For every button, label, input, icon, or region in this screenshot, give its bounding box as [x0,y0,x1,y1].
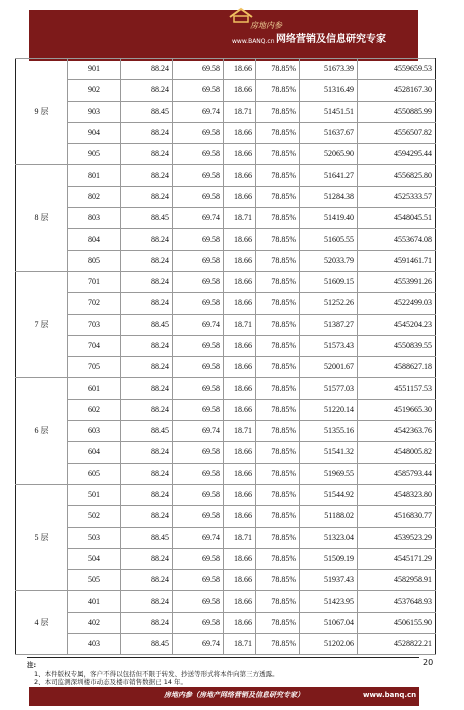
table-row [16,421,436,442]
value-cell: 78.85% [256,506,300,527]
value-cell: 51541.32 [300,442,358,463]
value-cell: 88.24 [121,229,173,250]
value-cell: 18.66 [224,591,256,612]
value-cell: 78.85% [256,357,300,378]
table-row [16,101,436,122]
floor-label: 9 层 [16,59,68,165]
value-cell: 51067.04 [300,612,358,633]
value-cell: 18.71 [224,208,256,229]
table-row [16,250,436,271]
room-number-cell: 403 [68,634,121,655]
value-cell: 88.45 [121,314,173,335]
value-cell: 4528822.21 [358,634,436,655]
value-cell: 78.85% [256,570,300,591]
value-cell: 4545204.23 [358,314,436,335]
table-row [16,399,436,420]
value-cell: 78.85% [256,612,300,633]
table-row [16,186,436,207]
value-cell: 4556507.82 [358,122,436,143]
value-cell: 18.66 [224,506,256,527]
table-row [16,378,436,399]
value-cell: 18.66 [224,484,256,505]
notes-block [27,657,419,689]
value-cell: 4522499.03 [358,293,436,314]
value-cell: 69.58 [173,293,224,314]
value-cell: 69.58 [173,59,224,80]
value-cell: 78.85% [256,399,300,420]
value-cell: 4537648.93 [358,591,436,612]
table-row [16,357,436,378]
value-cell: 78.85% [256,80,300,101]
table-row [16,634,436,655]
room-number-cell: 802 [68,186,121,207]
floor-label: 6 层 [16,378,68,484]
value-cell: 88.45 [121,421,173,442]
value-cell: 18.66 [224,293,256,314]
footer-text: 房地内参（房地产网络营销及信息研究专家） [164,690,304,699]
room-number-cell: 504 [68,548,121,569]
value-cell: 78.85% [256,527,300,548]
value-cell: 51637.67 [300,122,358,143]
logo-url: www.BANQ.cn [232,38,275,45]
value-cell: 69.58 [173,612,224,633]
value-cell: 78.85% [256,591,300,612]
table-row [16,122,436,143]
value-cell: 88.24 [121,399,173,420]
value-cell: 88.24 [121,591,173,612]
value-cell: 78.85% [256,186,300,207]
floor-label: 4 层 [16,591,68,655]
table-row [16,506,436,527]
value-cell: 4539523.29 [358,527,436,548]
value-cell: 88.24 [121,59,173,80]
room-number-cell: 604 [68,442,121,463]
value-cell: 88.24 [121,271,173,292]
value-cell: 4585793.44 [358,463,436,484]
value-cell: 51969.55 [300,463,358,484]
value-cell: 18.71 [224,527,256,548]
value-cell: 78.85% [256,335,300,356]
value-cell: 69.58 [173,442,224,463]
value-cell: 4542363.76 [358,421,436,442]
table-row [16,570,436,591]
value-cell: 88.24 [121,442,173,463]
value-cell: 18.71 [224,421,256,442]
value-cell: 51609.15 [300,271,358,292]
table-row [16,463,436,484]
value-cell: 18.66 [224,548,256,569]
floor-label: 8 层 [16,165,68,271]
value-cell: 51673.39 [300,59,358,80]
value-cell: 69.58 [173,229,224,250]
value-cell: 18.66 [224,271,256,292]
table-row [16,591,436,612]
value-cell: 51284.38 [300,186,358,207]
value-cell: 4525333.57 [358,186,436,207]
table-row [16,165,436,186]
table-row [16,612,436,633]
value-cell: 18.66 [224,165,256,186]
room-number-cell: 705 [68,357,121,378]
value-cell: 78.85% [256,421,300,442]
floor-label: 5 层 [16,484,68,590]
value-cell: 78.85% [256,271,300,292]
room-number-cell: 905 [68,144,121,165]
value-cell: 18.66 [224,122,256,143]
value-cell: 52001.67 [300,357,358,378]
logo-text: 房地内参 [250,21,282,30]
value-cell: 88.24 [121,548,173,569]
value-cell: 52033.79 [300,250,358,271]
value-cell: 69.58 [173,591,224,612]
value-cell: 78.85% [256,165,300,186]
value-cell: 4588627.18 [358,357,436,378]
room-number-cell: 603 [68,421,121,442]
value-cell: 88.24 [121,80,173,101]
value-cell: 4556825.80 [358,165,436,186]
value-cell: 69.58 [173,165,224,186]
value-cell: 69.74 [173,208,224,229]
value-cell: 51451.51 [300,101,358,122]
value-cell: 88.24 [121,335,173,356]
page-number: 20 [423,658,434,667]
value-cell: 88.24 [121,378,173,399]
value-cell: 4559659.53 [358,59,436,80]
value-cell: 18.66 [224,335,256,356]
value-cell: 88.24 [121,357,173,378]
table-row [16,314,436,335]
value-cell: 51509.19 [300,548,358,569]
value-cell: 78.85% [256,122,300,143]
value-cell: 69.58 [173,186,224,207]
value-cell: 69.58 [173,378,224,399]
value-cell: 52065.90 [300,144,358,165]
value-cell: 88.24 [121,144,173,165]
table-row [16,548,436,569]
value-cell: 78.85% [256,144,300,165]
value-cell: 4528167.30 [358,80,436,101]
room-number-cell: 804 [68,229,121,250]
note-line-1: 1、本件版权专属，客户不得以包括但不限于转发、抄送等形式将本件向第三方透露。 [34,670,279,678]
value-cell: 18.71 [224,314,256,335]
room-number-cell: 702 [68,293,121,314]
value-cell: 78.85% [256,548,300,569]
value-cell: 88.24 [121,293,173,314]
value-cell: 88.24 [121,506,173,527]
value-cell: 88.24 [121,463,173,484]
value-cell: 88.24 [121,484,173,505]
value-cell: 51573.43 [300,335,358,356]
value-cell: 69.74 [173,101,224,122]
value-cell: 88.24 [121,250,173,271]
value-cell: 88.24 [121,186,173,207]
room-number-cell: 401 [68,591,121,612]
value-cell: 78.85% [256,463,300,484]
room-number-cell: 801 [68,165,121,186]
value-cell: 69.58 [173,335,224,356]
room-number-cell: 704 [68,335,121,356]
value-cell: 4591461.71 [358,250,436,271]
value-cell: 4553991.26 [358,271,436,292]
value-cell: 78.85% [256,59,300,80]
value-cell: 4548005.82 [358,442,436,463]
value-cell: 4551157.53 [358,378,436,399]
value-cell: 78.85% [256,250,300,271]
value-cell: 78.85% [256,293,300,314]
value-cell: 69.58 [173,570,224,591]
value-cell: 18.66 [224,463,256,484]
table-row [16,484,436,505]
value-cell: 69.58 [173,271,224,292]
value-cell: 78.85% [256,378,300,399]
value-cell: 88.45 [121,527,173,548]
room-number-cell: 501 [68,484,121,505]
value-cell: 51355.16 [300,421,358,442]
value-cell: 4506155.90 [358,612,436,633]
floor-label: 7 层 [16,271,68,377]
value-cell: 18.66 [224,59,256,80]
value-cell: 69.74 [173,314,224,335]
value-cell: 18.66 [224,442,256,463]
room-number-cell: 502 [68,506,121,527]
value-cell: 4550839.55 [358,335,436,356]
room-number-cell: 803 [68,208,121,229]
value-cell: 18.66 [224,357,256,378]
sales-table [15,58,436,655]
value-cell: 51316.49 [300,80,358,101]
value-cell: 88.24 [121,570,173,591]
table-body [16,59,436,655]
room-number-cell: 402 [68,612,121,633]
table-row [16,527,436,548]
value-cell: 88.45 [121,208,173,229]
room-number-cell: 605 [68,463,121,484]
room-number-cell: 602 [68,399,121,420]
table-row [16,293,436,314]
value-cell: 4548045.51 [358,208,436,229]
value-cell: 51252.26 [300,293,358,314]
value-cell: 18.66 [224,80,256,101]
value-cell: 51423.95 [300,591,358,612]
value-cell: 51220.14 [300,399,358,420]
value-cell: 69.58 [173,506,224,527]
value-cell: 51202.06 [300,634,358,655]
value-cell: 4594295.44 [358,144,436,165]
value-cell: 69.58 [173,357,224,378]
value-cell: 18.66 [224,229,256,250]
value-cell: 4550885.99 [358,101,436,122]
value-cell: 18.71 [224,634,256,655]
table-row [16,208,436,229]
room-number-cell: 503 [68,527,121,548]
value-cell: 18.71 [224,101,256,122]
value-cell: 69.58 [173,484,224,505]
value-cell: 88.24 [121,122,173,143]
value-cell: 51641.27 [300,165,358,186]
table-row [16,335,436,356]
value-cell: 18.66 [224,186,256,207]
value-cell: 78.85% [256,101,300,122]
value-cell: 4548323.80 [358,484,436,505]
value-cell: 18.66 [224,612,256,633]
value-cell: 4545171.29 [358,548,436,569]
value-cell: 18.66 [224,570,256,591]
value-cell: 69.58 [173,122,224,143]
value-cell: 51605.55 [300,229,358,250]
value-cell: 88.24 [121,612,173,633]
table-row [16,144,436,165]
value-cell: 69.74 [173,421,224,442]
value-cell: 69.58 [173,463,224,484]
value-cell: 51387.27 [300,314,358,335]
value-cell: 51323.04 [300,527,358,548]
room-number-cell: 505 [68,570,121,591]
value-cell: 4516830.77 [358,506,436,527]
room-number-cell: 902 [68,80,121,101]
value-cell: 78.85% [256,484,300,505]
value-cell: 4582958.91 [358,570,436,591]
value-cell: 51577.03 [300,378,358,399]
value-cell: 69.58 [173,399,224,420]
value-cell: 4519665.30 [358,399,436,420]
value-cell: 78.85% [256,442,300,463]
value-cell: 4553674.08 [358,229,436,250]
value-cell: 69.74 [173,634,224,655]
value-cell: 18.66 [224,144,256,165]
value-cell: 78.85% [256,229,300,250]
room-number-cell: 601 [68,378,121,399]
room-number-cell: 703 [68,314,121,335]
notes-label: 注: [27,661,37,669]
value-cell: 51419.40 [300,208,358,229]
note-line-2: 2、本司监测深圳楼市动态及楼市销售数据已 14 年。 [34,678,188,686]
value-cell: 78.85% [256,634,300,655]
value-cell: 88.45 [121,101,173,122]
room-number-cell: 805 [68,250,121,271]
value-cell: 69.58 [173,144,224,165]
value-cell: 69.58 [173,80,224,101]
value-cell: 51188.02 [300,506,358,527]
header-title: 网络营销及信息研究专家 [276,34,386,45]
value-cell: 69.58 [173,548,224,569]
value-cell: 18.66 [224,399,256,420]
table-row [16,80,436,101]
room-number-cell: 903 [68,101,121,122]
value-cell: 18.66 [224,378,256,399]
value-cell: 78.85% [256,208,300,229]
value-cell: 88.24 [121,165,173,186]
table-row [16,59,436,80]
value-cell: 69.74 [173,527,224,548]
value-cell: 51937.43 [300,570,358,591]
value-cell: 88.45 [121,634,173,655]
room-number-cell: 901 [68,59,121,80]
table-row [16,229,436,250]
footer-url: www.banq.cn [363,691,417,699]
value-cell: 78.85% [256,314,300,335]
value-cell: 51544.92 [300,484,358,505]
value-cell: 18.66 [224,250,256,271]
room-number-cell: 904 [68,122,121,143]
room-number-cell: 701 [68,271,121,292]
value-cell: 69.58 [173,250,224,271]
table-row [16,442,436,463]
table-row [16,271,436,292]
